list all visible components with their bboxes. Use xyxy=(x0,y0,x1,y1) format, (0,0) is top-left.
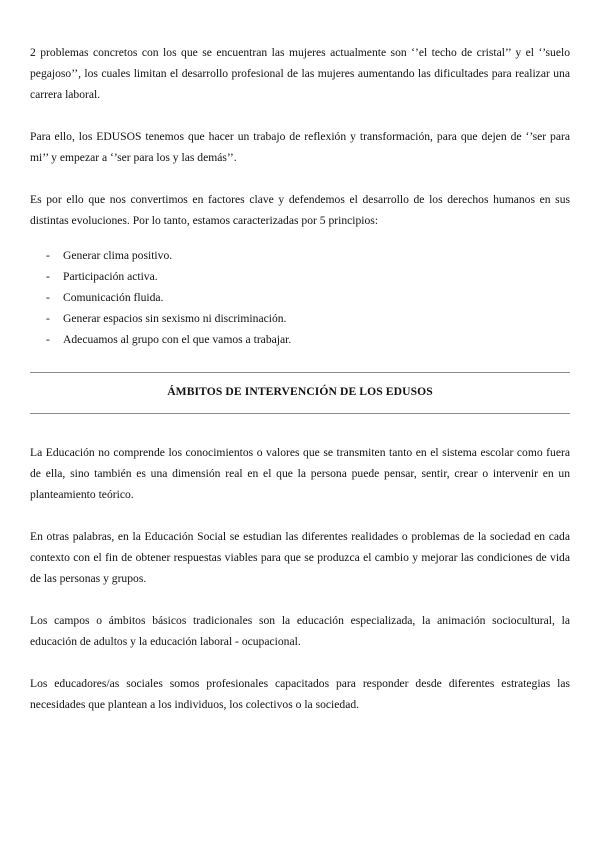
bullet-dash: - xyxy=(46,270,50,283)
paragraph-fields: Los campos o ámbitos básicos tradicionales son la educación especializada, la animación sociocultural, la educación de adultos y la educación laboral - ocupacional. xyxy=(30,614,570,648)
paragraph-principles-intro: Es por ello que nos convertimos en factores clave y defendemos el desarrollo de los derechos humanos en sus distintas evoluciones. Por lo tanto, estamos caracterizadas por 5 principios: xyxy=(30,193,570,227)
list-item-text: Adecuamos al grupo con el que vamos a trabajar. xyxy=(63,333,292,346)
list-item-text: Participación activa. xyxy=(63,270,158,283)
bullet-dash: - xyxy=(46,249,50,262)
paragraph-social-education: En otras palabras, en la Educación Social se estudian las diferentes realidades o problemas de la sociedad en cada contexto con el fin de obtener respuestas viables para que se produzca el cambio y mejorar las condiciones de vida de las personas y grupos. xyxy=(30,530,570,585)
list-item xyxy=(46,245,570,266)
document-page xyxy=(30,42,570,715)
list-item xyxy=(46,329,570,350)
list-item-text: Generar clima positivo. xyxy=(63,249,173,262)
bullet-dash: - xyxy=(46,333,50,346)
list-item-text: Generar espacios sin sexismo ni discriminación. xyxy=(63,312,287,325)
section-heading: ÁMBITOS DE INTERVENCIÓN DE LOS EDUSOS xyxy=(167,385,433,398)
paragraph-social-educators: Los educadores/as sociales somos profesionales capacitados para responder desde diferentes estrategias las necesidades que plantean a los individuos, los colectivos o la sociedad. xyxy=(30,677,570,711)
list-item xyxy=(46,287,570,308)
principles-list xyxy=(30,245,570,350)
list-item xyxy=(46,266,570,287)
paragraph-glass-ceiling: 2 problemas concretos con los que se encuentran las mujeres actualmente son ‘’el techo de cristal’’ y el ‘’suelo pegajoso’’, los cuales limitan el desarrollo profesional de las mujeres aumentando las dificultades para realizar una carrera laboral. xyxy=(30,46,570,101)
bullet-dash: - xyxy=(46,312,50,325)
section-rule-top xyxy=(30,372,570,373)
list-item xyxy=(46,308,570,329)
list-item-text: Comunicación fluida. xyxy=(63,291,164,304)
paragraph-reflection: Para ello, los EDUSOS tenemos que hacer un trabajo de reflexión y transformación, para que dejen de ‘’ser para mi’’ y empezar a ‘’ser para los y las demás’’. xyxy=(30,130,570,164)
paragraph-education-definition: La Educación no comprende los conocimientos o valores que se transmiten tanto en el sistema escolar como fuera de ella, sino también es una dimensión real en el que la persona puede pensar, sentir, crear o intervenir en un planteamiento teórico. xyxy=(30,446,570,501)
bullet-dash: - xyxy=(46,291,50,304)
